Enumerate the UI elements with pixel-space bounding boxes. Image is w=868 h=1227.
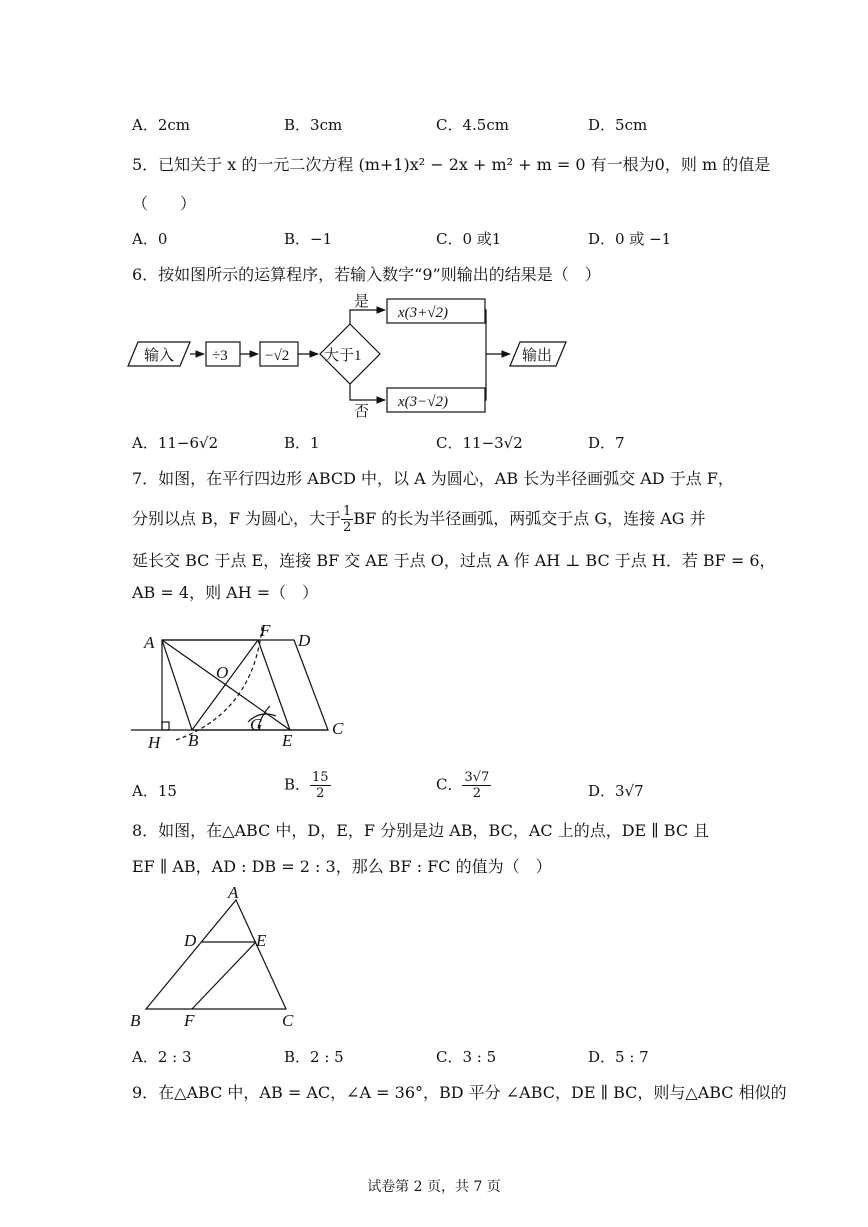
- q7-half-fraction: $\frac{1}{2}$: [343, 504, 352, 535]
- q6-option-b: B．1: [284, 434, 320, 452]
- q4-option-b: B．3cm: [284, 116, 343, 134]
- q7-stem-line1: 7．如图，在平行四边形 ABCD 中，以 A 为圆心，AB 长为半径画弧交 AD 于点 F，: [132, 469, 734, 488]
- q8-label-b: B: [130, 1011, 141, 1030]
- q7-label-d: D: [298, 631, 311, 650]
- q8-label-c: C: [282, 1011, 294, 1030]
- q7-label-o: O: [216, 663, 229, 682]
- q5-bracket: （ ）: [132, 194, 197, 213]
- q6-option-d: D．7: [588, 434, 625, 452]
- page-footer: 试卷第 2 页，共 7 页: [367, 1179, 501, 1195]
- q5-stem: 5．已知关于 x 的一元二次方程 (m+1)x² − 2x + m² + m = 0 有一根为0，则 m 的值是: [132, 155, 771, 174]
- flow-input-label: 输入: [144, 348, 175, 364]
- q8-stem-line1: 8．如图，在△ABC 中，D，E，F 分别是边 AB，BC，AC 上的点，DE ∥ BC 且: [132, 821, 710, 840]
- q5-option-a: A．0: [132, 230, 168, 248]
- flow-condition-label: 大于1: [324, 348, 362, 364]
- q7-option-a: A．15: [132, 782, 177, 800]
- q6-stem: 6．按如图所示的运算程序，若输入数字“9”则输出的结果是（ ）: [132, 265, 601, 284]
- q8-figure: [126, 884, 306, 1032]
- q7-option-c: C． $\frac{3√7}{2}$: [436, 770, 490, 801]
- q8-option-b: B．2 : 5: [284, 1048, 344, 1066]
- flow-subtract-label: −√2: [265, 348, 290, 364]
- q8-option-c: C．3 : 5: [436, 1048, 497, 1066]
- q7-option-b-fraction: $\frac{15}{2}$: [312, 770, 329, 801]
- q7-label-a: A: [144, 633, 155, 652]
- q6-flowchart: [120, 288, 580, 420]
- q4-option-d: D．5cm: [588, 116, 648, 134]
- flow-top-label: x(3+√2): [398, 305, 449, 321]
- q5-option-c: C．0 或1: [436, 230, 502, 248]
- q8-stem-line2: EF ∥ AB，AD : DB = 2 : 3，那么 BF : FC 的值为（ ）: [132, 857, 552, 876]
- q7-label-e: E: [282, 731, 293, 750]
- q7-option-c-fraction: $\frac{3√7}{2}$: [464, 770, 490, 801]
- q7-label-h: H: [148, 733, 161, 752]
- q7-label-g: G: [250, 715, 263, 734]
- q7-figure: [128, 618, 358, 758]
- flow-output-label: 输出: [522, 348, 553, 364]
- q7-stem-line4: AB = 4，则 AH =（ ）: [132, 583, 319, 602]
- flow-divide-label: ÷3: [212, 348, 228, 364]
- q5-option-b: B．−1: [284, 230, 333, 248]
- q4-option-a: A．2cm: [132, 116, 191, 134]
- q6-option-a: A．11−6√2: [132, 434, 219, 452]
- q8-option-a: A．2 : 3: [132, 1048, 192, 1066]
- q7-label-b: B: [188, 731, 199, 750]
- q8-label-d: D: [184, 931, 197, 950]
- q7-option-d: D．3√7: [588, 782, 644, 800]
- q8-label-e: E: [256, 931, 267, 950]
- q8-label-a: A: [228, 884, 239, 902]
- q6-option-c: C．11−3√2: [436, 434, 523, 452]
- flow-no-label: 否: [354, 404, 370, 420]
- flow-bottom-label: x(3−√2): [398, 394, 449, 410]
- q7-stem-line2: 分别以点 B，F 为圆心，大于 $\frac{1}{2}$ BF 的长为半径画弧，两弧交于点 G，连接 AG 并: [132, 504, 706, 535]
- q5-option-d: D．0 或 −1: [588, 230, 672, 248]
- q9-stem: 9．在△ABC 中，AB = AC，∠A = 36°，BD 平分 ∠ABC，DE ∥ BC，则与△ABC 相似的: [132, 1083, 787, 1102]
- q7-label-c: C: [332, 719, 344, 738]
- q8-label-f: F: [184, 1011, 195, 1030]
- q7-option-b: B． $\frac{15}{2}$: [284, 770, 329, 801]
- q7-label-f: F: [260, 621, 271, 640]
- q4-option-c: C．4.5cm: [436, 116, 509, 134]
- q8-option-d: D．5 : 7: [588, 1048, 649, 1066]
- q7-stem-line3: 延长交 BC 于点 E，连接 BF 交 AE 于点 O，过点 A 作 AH ⊥ BC 于点 H．若 BF = 6，: [132, 551, 776, 570]
- flow-yes-label: 是: [354, 294, 370, 310]
